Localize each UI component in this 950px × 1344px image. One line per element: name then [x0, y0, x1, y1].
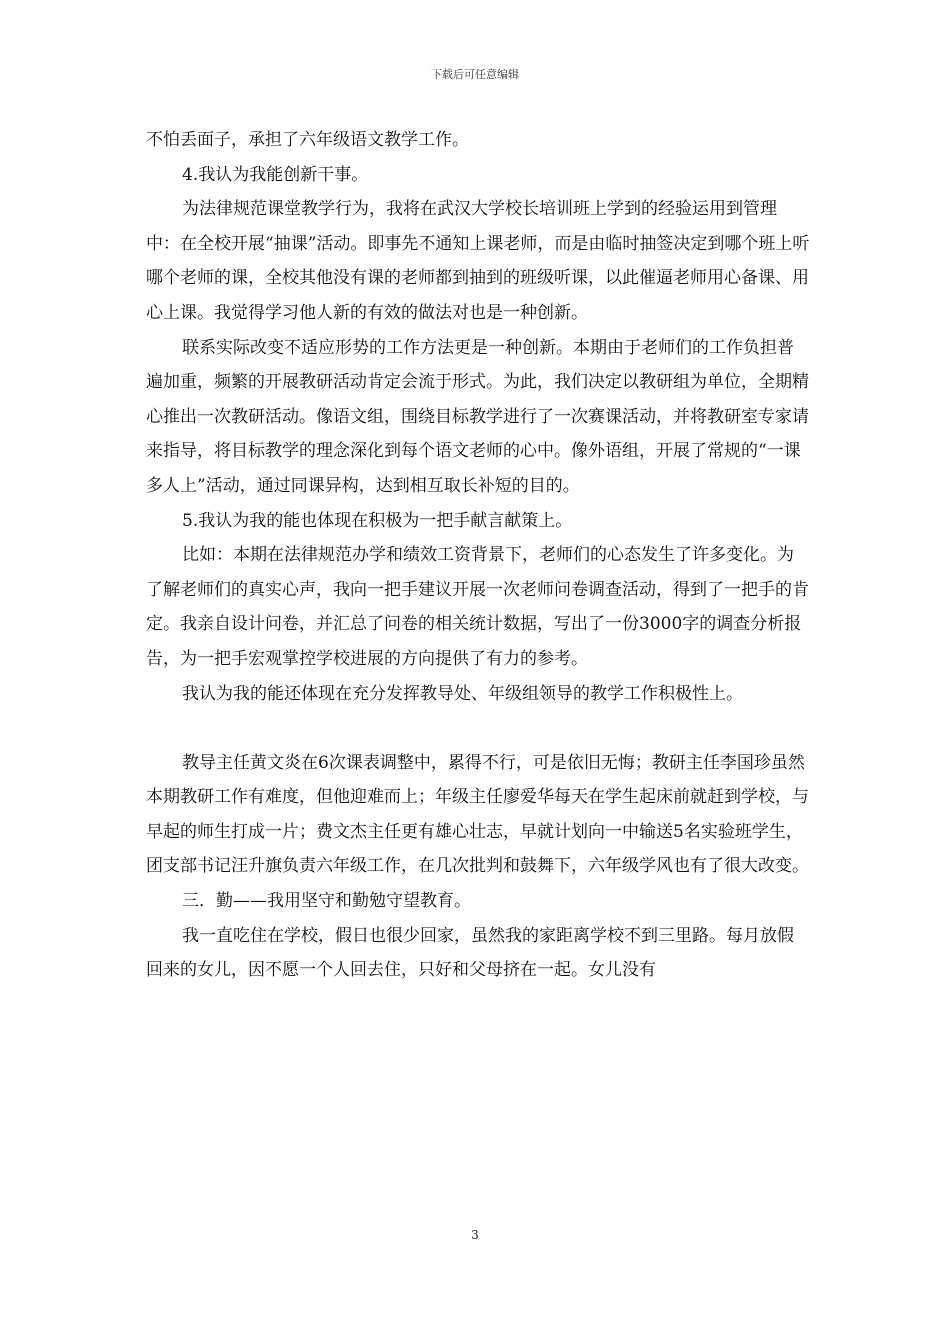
paragraph: 教导主任黄文炎在6次课表调整中，累得不行，可是依旧无悔；教研主任李国珍虽然本期教研工作有难度，但他迎难而上；年级主任廖爱华每天在学生起床前就赶到学校，与早起的师生打成一片；费文杰主任更有雄心壮志，早就计划向一中输送5名实验班学生，团支部书记汪升旗负责六年级工作，在几次批判和鼓舞下，六年级学风也有了很大改变。: [146, 752, 809, 877]
document-body: [146, 123, 810, 988]
paragraph: 我一直吃住在学校，假日也很少回家，虽然我的家距离学校不到三里路。每月放假回来的女儿，因不愿一个人回去住，只好和父母挤在一起。女儿没有: [146, 925, 794, 981]
paragraph: 我认为我的能还体现在充分发挥教导处、年级组领导的教学工作积极性上。: [182, 683, 743, 704]
paragraph: 不怕丢面子，承担了六年级语文教学工作。: [146, 130, 469, 150]
paragraph: 5.我认为我的能也体现在积极为一把手献言献策上。: [182, 510, 573, 531]
paragraph: 联系实际改变不适应形势的工作方法更是一种创新。本期由于老师们的工作负担普遍加重，频繁的开展教研活动肯定会流于形式。为此，我们决定以教研组为单位，全期精心推出一次教研活动。像语文组，围绕目标教学进行了一次赛课活动，并将教研室专家请来指导，将目标教学的理念深化到每个语文老师的心中。像外语组，开展了常规的“一课多人上”活动，通过同课异构，达到相互取长补短的目的。: [146, 337, 809, 496]
paragraph: 为法律规范课堂教学行为，我将在武汉大学校长培训班上学到的经验运用到管理中：在全校开展“抽课”活动。即事先不通知上课老师，而是由临时抽签决定到哪个班上听哪个老师的课，全校其他没有课的老师都到抽到的班级听课，以此催逼老师用心备课、用心上课。我觉得学习他人新的有效的做法对也是一种创新。: [146, 199, 810, 323]
section-heading: 三．勤——我用坚守和勤勉守望教育。: [182, 891, 471, 912]
paragraph: 4.我认为我能创新干事。: [182, 164, 369, 185]
page-header: 下载后可任意编辑: [431, 68, 519, 81]
page-number: 3: [471, 1228, 479, 1242]
paragraph: 比如：本期在法律规范办学和绩效工资背景下，老师们的心态发生了许多变化。为了解老师们的真实心声，我向一把手建议开展一次老师问卷调查活动，得到了一把手的肯定。我亲自设计问卷，并汇总了问卷的相关统计数据，写出了一份3000字的调查分析报告，为一把手宏观掌控学校进展的方向提供了有力的参考。: [146, 545, 809, 669]
